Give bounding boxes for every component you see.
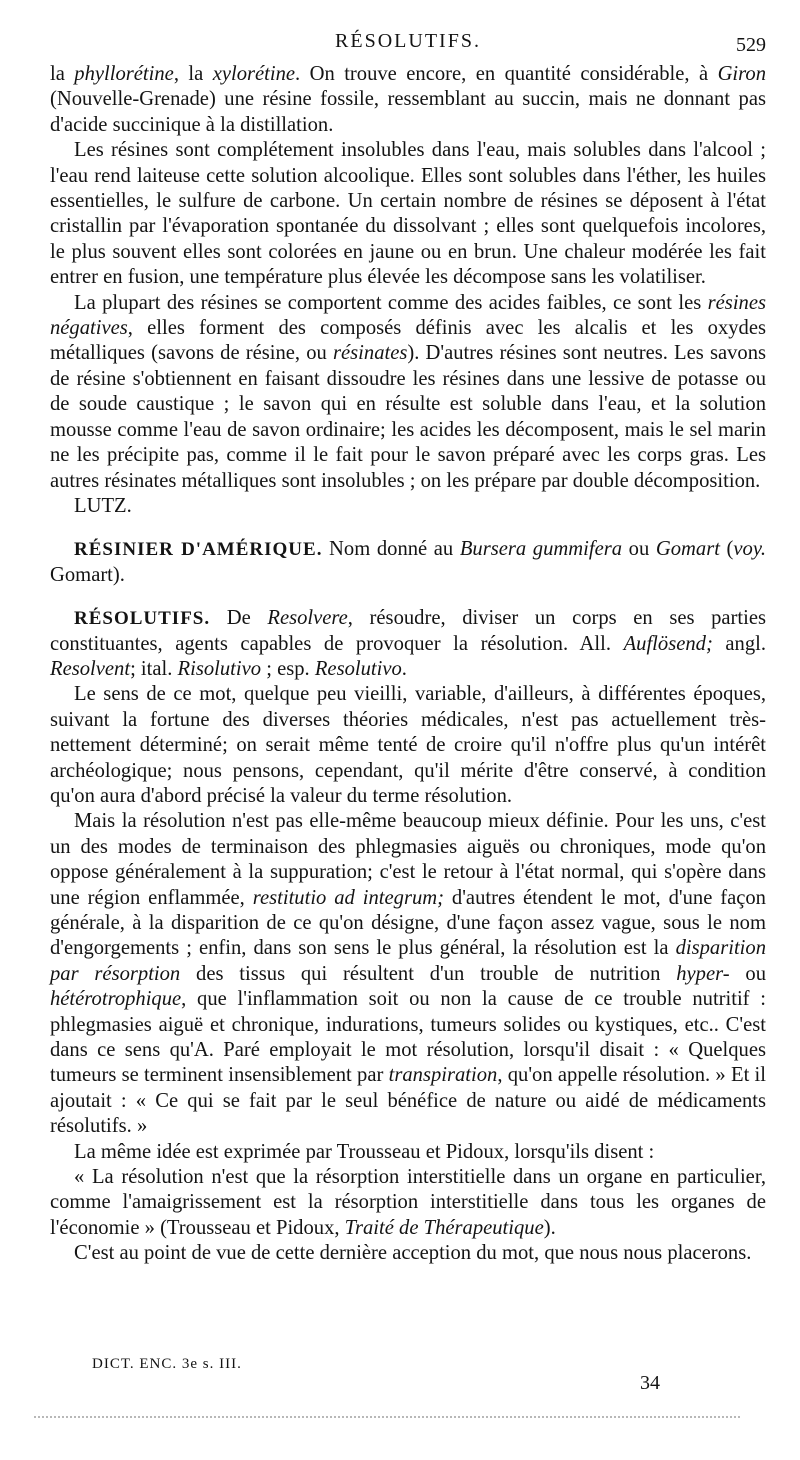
paragraph-solubility: Les résines sont complétement insolubles dans l'eau, mais solubles dans l'alcool ; l'eau rend laiteuse cette solution alcoolique. Elles sont solubles dans l'éther, les huiles essentielles, le sulfure de carbone. Un certain nombre de résines se déposent à l'état cristallin par l'évaporation spontanée du dissolvant ; elles sont quelquefois incolores, le plus souvent elles sont colorées en jaune ou en brun. Une chaleur modérée les fait entrer en fusion, une température plus élevée les décompose sans les volatiliser. <box>50 139 766 289</box>
entry-resolutifs: RÉSOLUTIFS. De Resolvere, résoudre, diviser un corps en ses parties constituantes, agents capables de provoquer la résolution. All. Auflösend; angl. Resolvent; ital. Risolutivo ; esp. Resolutivo. <box>50 607 766 680</box>
bottom-dotted-rule <box>34 1416 740 1420</box>
page-number: 529 <box>736 34 766 56</box>
paragraph-trousseau: La même idée est exprimée par Trousseau et Pidoux, lorsqu'ils disent : <box>74 1140 655 1163</box>
paragraph-resinates: La plupart des résines se comportent comme des acides faibles, ce sont les résines négatives, elles forment des composés définis avec les alcalis et les oxydes métalliques (savons de résine, ou résinates). D'autres résines sont neutres. Les savons de résine s'obtiennent en faisant dissoudre les résines dans une lessive de potasse ou de soude caustique ; le savon qui en résulte est soluble dans l'eau, et la solution mousse comme l'eau de savon ordinaire; les acides les décomposent, mais le sel marin ne les précipite pas, comme il le fait pour le savon préparé avec les corps gras. Les autres résinates métalliques sont insolubles ; on les prépare par double décomposition. <box>50 291 767 492</box>
author-signature: LUTZ. <box>74 494 132 517</box>
entry-resinier: RÉSINIER D'AMÉRIQUE. Nom donné au Bursera gummifera ou Gomart (voy. Gomart). <box>50 538 766 586</box>
page-text <box>50 62 766 1267</box>
headword: RÉSINIER D'AMÉRIQUE. <box>74 539 323 561</box>
paragraph-continuation: la phyllorétine, la xylorétine. On trouve encore, en quantité considérable, à Giron (Nouvelle-Grenade) une résine fossile, ressemblant au succin, mais ne donnant pas d'acide succinique à la distillation. <box>50 63 766 136</box>
signature-number: 34 <box>640 1372 660 1394</box>
paragraph-sens: Le sens de ce mot, quelque peu vieilli, variable, d'ailleurs, à différentes époques, suivant la fortune des diverses théories médicales, n'est pas actuellement très-nettement déterminé; on serait même tenté de croire qu'il n'offre plus qu'un intérêt archéologique; nous pensons, cependant, qu'il mérite d'être conservé, à condition qu'on aura d'abord précisé la valeur du terme résolution. <box>50 683 766 807</box>
printer-signature: DICT. ENC. 3e s. III. <box>92 1356 242 1372</box>
headword: RÉSOLUTIFS. <box>74 608 211 630</box>
paragraph-conclusion: C'est au point de vue de cette dernière acception du mot, que nous nous placerons. <box>74 1242 752 1265</box>
running-title: RÉSOLUTIFS. <box>335 30 481 52</box>
paragraph-definition: Mais la résolution n'est pas elle-même beaucoup mieux définie. Pour les uns, c'est un des modes de terminaison des phlegmasies aiguës ou chroniques, mode qu'on oppose généralement à la suppuration; c'est le retour à l'état normal, qui s'opère dans une région enflammée, restitutio ad integrum; d'autres étendent le mot, d'une façon générale, à la disparition de ce qu'on désigne, d'une façon assez vague, sous le nom d'engorgements ; enfin, dans son sens le plus général, la résolution est la disparition par résorption des tissus qui résultent d'un trouble de nutrition hyper- ou hétérotrophique, que l'inflammation soit ou non la cause de ce trouble nutritif : phlegmasies aiguë et chronique, indurations, tumeurs solides ou kystiques, etc.. C'est dans ce sens qu'A. Paré employait le mot résolution, lorsqu'il disait : « Quelques tumeurs se terminent insensiblement par transpiration, qu'on appelle résolution. » Et il ajoutait : « Ce qui se fait par le seul bénéfice de nature ou aidé de médicaments résolutifs. » <box>50 810 767 1138</box>
running-head <box>50 28 766 62</box>
paragraph-quote: « La résolution n'est que la résorption interstitielle dans un organe en particulier, comme l'amaigrissement est la résorption interstitielle dans tous les organes de l'économie » (Trousseau et Pidoux, Traité de Thérapeutique). <box>50 1166 766 1239</box>
